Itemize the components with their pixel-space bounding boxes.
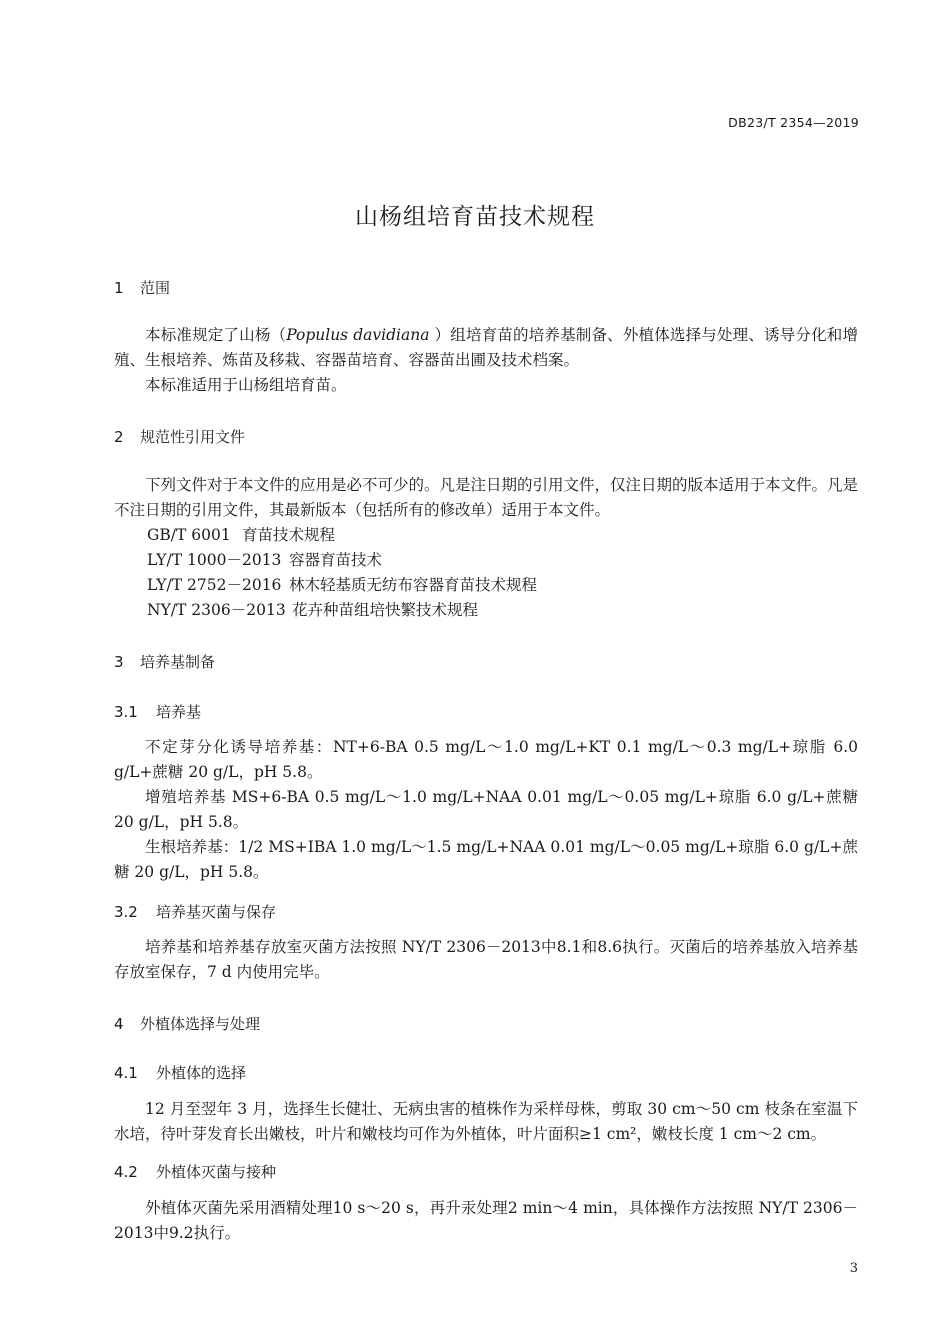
section-4-1-heading: [114, 1062, 246, 1083]
reference-item: [147, 573, 537, 598]
section-title: 外植体灭菌与接种: [156, 1163, 277, 1181]
section-4-heading: [114, 1013, 260, 1034]
section-number: 2: [114, 428, 124, 446]
section-number: 4: [114, 1015, 124, 1033]
reference-name: 林木轻基质无纺布容器育苗技术规程: [289, 576, 538, 594]
reference-code: LY/T 1000－2013: [147, 551, 282, 569]
section-title: 培养基制备: [140, 653, 216, 671]
section-number: 4.2: [114, 1163, 138, 1181]
section-number: 3.1: [114, 703, 138, 721]
latin-name: Populus davidiana: [286, 326, 430, 344]
section-number: 3: [114, 653, 124, 671]
section-4-2-paragraph-1: 外植体灭菌先采用酒精处理10 s～20 s，再升汞处理2 min～4 min，具体操作方法按照 NY/T 2306－2013中9.2执行。: [114, 1199, 858, 1242]
reference-item: [147, 523, 335, 548]
section-number: 3.2: [114, 903, 138, 921]
section-4-2-heading: [114, 1161, 276, 1182]
document-code: DB23/T 2354—2019: [728, 115, 859, 130]
section-number: 1: [114, 279, 124, 297]
reference-code: GB/T 6001: [147, 526, 231, 544]
section-3-1-paragraph-2: 增殖培养基 MS+6-BA 0.5 mg/L～1.0 mg/L+NAA 0.01 mg/L～0.05 mg/L+琼脂 6.0 g/L+蔗糖 20 g/L，pH 5.8。: [114, 788, 858, 831]
reference-code: NY/T 2306－2013: [147, 601, 286, 619]
section-title: 外植体的选择: [156, 1064, 247, 1082]
reference-name: 容器育苗技术: [289, 551, 383, 569]
section-3-heading: [114, 651, 215, 672]
section-4-1-paragraph-1: 12 月至翌年 3 月，选择生长健壮、无病虫害的植株作为采样母株，剪取 30 cm～50 cm 枝条在室温下水培，待叶芽发育长出嫩枝，叶片和嫩枝均可作为外植体，叶片面积≥1 cm²，嫩枝长度 1 cm～2 cm。: [114, 1100, 858, 1143]
section-3-1-paragraph-3: 生根培养基：1/2 MS+IBA 1.0 mg/L～1.5 mg/L+NAA 0.01 mg/L～0.05 mg/L+琼脂 6.0 g/L+蔗糖 20 g/L，pH 5.8。: [114, 838, 858, 881]
reference-name: 育苗技术规程: [242, 526, 336, 544]
section-number: 4.1: [114, 1064, 138, 1082]
document-title: 山杨组培育苗技术规程: [355, 204, 595, 230]
reference-code: LY/T 2752－2016: [147, 576, 282, 594]
reference-item: [147, 598, 478, 623]
section-1-heading: [114, 277, 170, 298]
section-3-1-heading: [114, 701, 201, 722]
section-3-2-heading: [114, 901, 276, 922]
section-3-2-paragraph-1: 培养基和培养基存放室灭菌方法按照 NY/T 2306－2013中8.1和8.6执行。灭菌后的培养基放入培养基存放室保存，7 d 内使用完毕。: [114, 938, 858, 981]
section-title: 培养基灭菌与保存: [156, 903, 277, 921]
section-2-heading: [114, 426, 245, 447]
section-title: 规范性引用文件: [140, 428, 246, 446]
text-segment: ）组培育苗的培养基制备、外植体选择与处理、诱导分化和增殖、生根培养、炼苗及移栽、容器苗培育、容器苗出圃及技术档案。: [114, 326, 858, 369]
section-title: 培养基: [156, 703, 202, 721]
section-1-paragraph-1: [114, 323, 858, 373]
text-segment: 本标准规定了山杨（: [145, 326, 287, 344]
section-1-paragraph-2: 本标准适用于山杨组培育苗。: [145, 376, 347, 394]
section-title: 外植体选择与处理: [140, 1015, 261, 1033]
section-3-1-paragraph-1: 不定芽分化诱导培养基：NT+6-BA 0.5 mg/L～1.0 mg/L+KT 0.1 mg/L～0.3 mg/L+琼脂 6.0 g/L+蔗糖 20 g/L，pH 5.8。: [114, 738, 858, 781]
section-title: 范围: [140, 279, 171, 297]
reference-item: [147, 548, 382, 573]
page-number: 3: [849, 1261, 858, 1276]
section-2-paragraph-1: 下列文件对于本文件的应用是必不可少的。凡是注日期的引用文件，仅注日期的版本适用于本文件。凡是不注日期的引用文件，其最新版本（包括所有的修改单）适用于本文件。: [114, 476, 859, 519]
reference-name: 花卉种苗组培快繁技术规程: [292, 601, 479, 619]
